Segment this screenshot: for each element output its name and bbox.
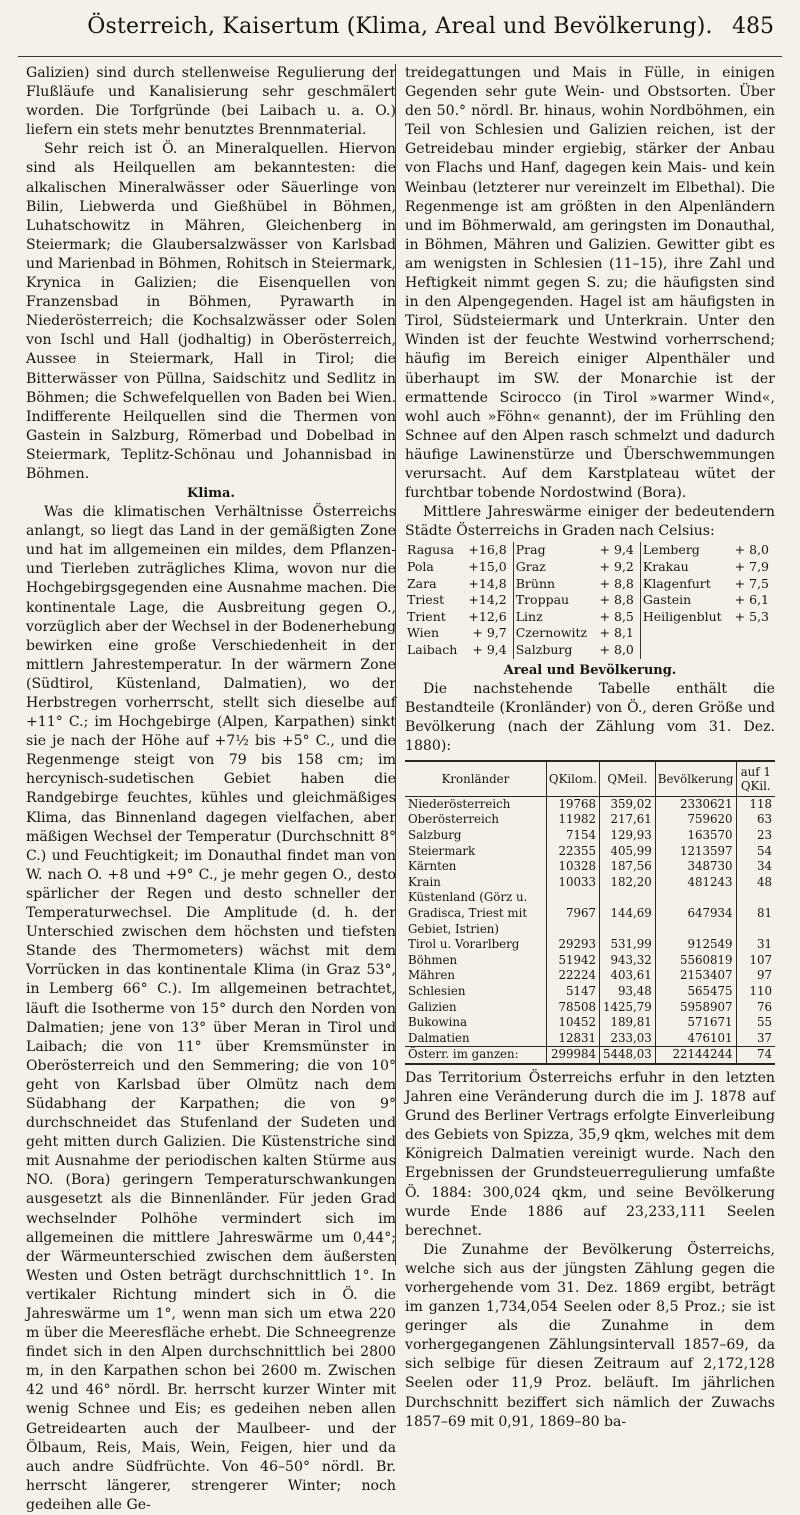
temperature-row (405, 559, 775, 576)
table-row (405, 828, 775, 844)
city-name: Linz (513, 609, 594, 626)
temperature-table (405, 542, 775, 658)
table-cell: 10033 (546, 875, 599, 891)
table-cell: 107 (736, 953, 775, 969)
table-cell: 118 (736, 796, 775, 812)
paragraph: Das Territorium Österreichs erfuhr in den letzten Jahren eine Veränderung durch die im J. 1878 auf Grund des Berliner Vertrags erfolgte Einverleibung des Gebiets von Spizza, 35,9 qkm, welches mit dem Königreich Dalmatien vereinigt wurde. Nach den Ergebnissen der Grundsteuerregulierung umfaßte Ö. 1884: 300,024 qkm, und seine Bevölkerung wurde Ende 1886 auf 23,233,111 Seelen berechnet. (405, 1069, 775, 1239)
table-cell: 93,48 (599, 984, 655, 1000)
table-cell: 571671 (655, 1015, 736, 1031)
table-cell: 7967 (546, 890, 599, 937)
table-cell: 2153407 (655, 968, 736, 984)
table-cell: 29293 (546, 937, 599, 953)
table-cell: 51942 (546, 953, 599, 969)
table-cell: 19768 (546, 796, 599, 812)
city-name: Krakau (640, 559, 729, 576)
temperature-value: + 8,0 (734, 542, 769, 558)
temperature-value: +14,2 (468, 592, 507, 608)
temperature-row (405, 592, 775, 609)
left-column (26, 64, 396, 1515)
table-cell: 23 (736, 828, 775, 844)
crownland-name: Kärnten (408, 859, 457, 874)
table-cell: 943,32 (599, 953, 655, 969)
total-cell: Österr. im ganzen: (405, 1047, 546, 1064)
page-header (0, 14, 800, 48)
table-cell: 1425,79 (599, 1000, 655, 1016)
table-row (405, 1000, 775, 1016)
city-name: Salzburg (513, 642, 594, 659)
temperature-value: + 5,3 (734, 608, 769, 624)
table-cell: 163570 (655, 828, 736, 844)
header-rule (18, 56, 782, 57)
paragraph: treidegattungen und Mais in Fülle, in einigen Gegenden sehr gute Wein- und Obstsorten. Über den 50.° nördl. Br. hinaus, wohin Nordböhmen, ein Teil von Schlesien und Galizien reichen, ist der Getreidebau minder ergiebig, stärker der Anbau von Flachs und Hanf, dagegen kein Mais- und kein Weinbau (letzterer nur vereinzelt im Elbethal). Die Regenmenge ist am größten in den Alpenländern und im Böhmerwald, am geringsten im Donauthal, in Böhmen, Mähren und Galizien. Gewitter gibt es am wenigsten in Schlesien (11–15), ihre Zahl und Heftigkeit nimmt gegen S. zu; die häufigsten sind in den Alpengegenden. Hagel ist am häufigsten in Tirol, Südsteiermark und Unterkrain. Unter den Winden ist der feuchte Westwind vorherrschend; häufig im Bereich einiger Alpenthäler und überhaupt im SW. der Monarchie ist der ermattende Scirocco (in Tirol »warmer Wind«, wohl auch »Föhn« genannt), der im Frühling den Schnee auf den Alpen rasch schmelzt und dadurch häufige Lawinenstürze und Überschwemmungen verursacht. Auf dem Karstplateau wütet der furchtbar tobende Nordostwind (Bora). (405, 65, 775, 502)
table-cell: 11982 (546, 812, 599, 828)
table-cell: 5958907 (655, 1000, 736, 1016)
section-heading-klima: Klima. (187, 486, 235, 502)
table-cell: 405,99 (599, 844, 655, 860)
crownland-name: Bukowina (408, 1015, 468, 1030)
total-cell: 22144244 (655, 1047, 736, 1064)
section-heading-areal: Areal und Bevölkerung. (503, 662, 677, 678)
temperature-value: + 9,7 (472, 625, 507, 641)
table-cell: 531,99 (599, 937, 655, 953)
temperature-row (405, 642, 775, 659)
table-row (405, 1015, 775, 1031)
table-row (405, 984, 775, 1000)
city-name: Brünn (513, 576, 594, 593)
crownland-name: Schlesien (408, 984, 466, 998)
table-cell: 5147 (546, 984, 599, 1000)
table-cell: 217,61 (599, 812, 655, 828)
city-name: Graz (513, 559, 594, 576)
table-cell: 78508 (546, 1000, 599, 1016)
table-cell: 31 (736, 937, 775, 953)
crownland-name: Steiermark (408, 843, 476, 858)
right-column (405, 64, 775, 1432)
table-row (405, 796, 775, 812)
temperature-value: +14,8 (468, 575, 507, 591)
table-cell: 48 (736, 875, 775, 891)
table-cell: 55 (736, 1015, 775, 1031)
temperature-value: + 8,8 (599, 592, 634, 608)
city-name: Trient (407, 608, 446, 624)
table-cell: 110 (736, 984, 775, 1000)
table-row (405, 937, 775, 953)
table-cell: 22355 (546, 844, 599, 860)
table-cell: 182,20 (599, 875, 655, 891)
city-name: Gastein (640, 592, 729, 609)
table-row (405, 968, 775, 984)
crownland-name: Niederösterreich (408, 796, 511, 811)
city-name: Heiligenblut (640, 609, 729, 626)
temperature-row (405, 576, 775, 593)
table-cell: 912549 (655, 937, 736, 953)
table-cell: 189,81 (599, 1015, 655, 1031)
crownland-name: Galizien (408, 999, 457, 1014)
column-header: Kronländer (405, 761, 546, 797)
table-cell: 647934 (655, 890, 736, 937)
table-cell: 97 (736, 968, 775, 984)
table-cell: 565475 (655, 984, 736, 1000)
temperature-row (405, 542, 775, 559)
paragraph: Galizien) sind durch stellenweise Regulierung der Flußläufe und Kanalisierung sehr geschmälert worden. Die Torfgründe (bei Laibach u. a. O.) liefern ein stets mehr benutztes Brennmaterial. (26, 65, 396, 139)
temperature-value (730, 642, 775, 659)
city-name: Troppau (513, 592, 594, 609)
total-cell: 74 (736, 1047, 775, 1064)
temperature-value: +16,8 (468, 542, 507, 558)
temperature-row (405, 625, 775, 642)
city-name (640, 625, 729, 642)
table-cell: 54 (736, 844, 775, 860)
column-header: auf 1 QKil. (736, 761, 775, 797)
crownland-name: Salzburg (408, 828, 462, 843)
temperature-value: +12,6 (468, 608, 507, 624)
table-cell: 359,02 (599, 796, 655, 812)
table-cell: 37 (736, 1031, 775, 1047)
city-name: Klagenfurt (640, 576, 729, 593)
paragraph: Die Zunahme der Bevölkerung Österreichs, welche sich aus der jüngsten Zählung gegen die vorhergehende vom 31. Dez. 1869 ergibt, beträgt im ganzen 1,734,054 Seelen oder 8,5 Proz.; sie ist geringer als die Zunahme in dem vorhergegangenen Zählungsintervall 1857–69, da sich selbige für diesen Zeitraum auf 2,172,128 Seelen oder 11,9 Proz. beläuft. Im jährlichen Durchschnitt beziffert sich nämlich der Zuwachs 1857–69 mit 0,91, 1869–80 ba- (405, 1241, 775, 1430)
city-name: Lemberg (640, 542, 729, 559)
page-number: 485 (732, 14, 774, 39)
total-cell: 5448,03 (599, 1047, 655, 1064)
temperature-value: + 7,5 (734, 575, 769, 591)
paragraph: Sehr reich ist Ö. an Mineralquellen. Hiervon sind als Heilquellen am bekanntesten: die alkalischen Mineralwässer oder Säuerlinge von Bilin, Liebwerda und Gießhübel in Böhmen, Luhatschowitz in Mähren, Gleichenberg in Steiermark; die Glaubersalzwässer von Karlsbad und Marienbad in Böhmen, Rohitsch in Steiermark, Krynica in Galizien; die Eisenquellen von Franzensbad in Böhmen, Pyrawarth in Niederösterreich; die Kochsalzwässer oder Solen von Ischl und Hall (jodhaltig) in Oberösterreich, Aussee in Steiermark, Hall in Tirol; die Bitterwässer von Püllna, Saidschitz und Sedlitz in Böhmen; die Schwefelquellen von Baden bei Wien. Indifferente Heilquellen sind die Thermen von Gastein in Salzburg, Römerbad und Dobelbad in Steiermark, Teplitz-Schönau und Johannisbad in Böhmen. (26, 141, 396, 482)
table-cell: 10328 (546, 859, 599, 875)
table-total-row (405, 1047, 775, 1064)
table-cell: 76 (736, 1000, 775, 1016)
column-header: Bevölkerung (655, 761, 736, 797)
city-name: Triest (407, 592, 445, 608)
temperature-value: + 6,1 (734, 592, 769, 608)
temperature-value: + 9,4 (599, 542, 634, 558)
table-cell: 759620 (655, 812, 736, 828)
column-header: QMeil. (599, 761, 655, 797)
table-row (405, 1031, 775, 1047)
temperature-value: +15,0 (468, 558, 507, 574)
table-cell: 403,61 (599, 968, 655, 984)
table-cell: 7154 (546, 828, 599, 844)
city-name (640, 642, 729, 659)
table-cell: 2330621 (655, 796, 736, 812)
table-cell: 476101 (655, 1031, 736, 1047)
city-name: Ragusa (407, 542, 455, 558)
table-row (405, 953, 775, 969)
paragraph: Die nachstehende Tabelle enthält die Bestandteile (Kronländer) von Ö., deren Größe und Bevölkerung (nach der Zählung vom 31. Dez. 1880): (405, 680, 775, 754)
paragraph: Mittlere Jahreswärme einiger der bedeutendern Städte Österreichs in Graden nach Celsius: (405, 504, 775, 540)
city-name: Prag (513, 542, 594, 559)
crownland-name: Küstenland (Görz u. Gradisca, Triest mit Gebiet, Istrien) (408, 890, 528, 936)
crownland-name: Oberösterreich (408, 812, 499, 827)
table-cell: 5560819 (655, 953, 736, 969)
temperature-value (730, 625, 775, 642)
crownland-name: Dalmatien (408, 1030, 470, 1045)
city-name: Laibach (407, 641, 458, 657)
city-name: Zara (407, 575, 437, 591)
city-name: Pola (407, 558, 434, 574)
column-header: QKilom. (546, 761, 599, 797)
temperature-value: + 8,8 (599, 575, 634, 591)
crownland-name: Mähren (408, 968, 455, 983)
table-row (405, 859, 775, 875)
table-cell: 34 (736, 859, 775, 875)
paragraph: Was die klimatischen Verhältnisse Österreichs anlangt, so liegt das Land in der gemäßigten Zone und hat im allgemeinen ein mildes, dem Pflanzen- und Tierleben zuträgliches Klima, wovon nur die Hochgebirgsgegenden eine Ausnahme machen. Die kontinentale Lage, die Ausbreitung gegen O., vorzüglich aber der Wechsel in der Bodenerhebung bewirken eine große Verschiedenheit in der mittlern Jahrestemperatur. In der wärmern Zone (Südtirol, Küstenland, Dalmatien), wo der Herbstregen vorherrscht, stellt sich dieselbe auf +11° C.; im Hochgebirge (Alpen, Karpathen) sinkt sie je nach der Höhe auf +7½ bis +5° C., und die Regenmenge steigt von 79 bis 158 cm; im hercynisch-sudetischen Gebiet haben die Randgebirge feuchtes, kühles und gleichmäßiges Klima, das Binnenland dagegen vielfachen, aber mäßigen Wechsel der Temperatur (Durchschnitt 8° C.) und Feuchtigkeit; im Donauthal findet man von W. nach O. +8 und +9° C., je mehr gegen O., desto spärlicher der Regen und desto schneller der Temperaturwechsel. Die Amplitude (d. h. der Unterschied zwischen dem höchsten und tiefsten Stande des Thermometers) wächst mit dem Vorrücken in das kontinentale Klima (in Graz 53°, in Lemberg 66° C.). Im allgemeinen betrachtet, läuft die Isotherme von 15° durch den Norden von Dalmatien; jene von 13° über Meran in Tirol und Laibach; die von 11° über Kremsmünster in Oberösterreich und den Semmering; die von 10° geht von Karlsbad über Olmütz nach dem Südabhang der Karpathen; die von 9° durchschneidet das Stufenland der Sudeten und geht mitten durch Galizien. Die Küstenstriche sind mit Ausnahme der periodischen kalten Stürme aus NO. (Bora) geringern Temperaturschwankungen ausgesetzt als die Binnenländer. Für jeden Grad wechselnder Polhöhe vermindert sich im allgemeinen die mittlere Jahreswärme um 0,44°; der Wärmeunterschied zwischen dem äußersten Westen und Osten beträgt durchschnittlich 1°. In vertikaler Richtung mindert sich in Ö. die Jahreswärme um 1°, wenn man sich um etwa 220 m über die Meeresfläche erhebt. Die Schneegrenze findet sich in den Alpen durchschnittlich bei 2800 m, in den Karpathen schon bei 2600 m. Zwischen 42 und 46° nördl. Br. herrscht kurzer Winter mit wenig Schnee und Eis; es gedeihen neben allen Getreidearten auch der Maulbeer- und der Ölbaum, Reis, Mais, Wein, Feigen, hier und da auch andre Südfrüchte. Von 46–50° nördl. Br. herrscht längerer, strengerer Winter; noch gedeihen alle Ge- (26, 504, 396, 1513)
table-cell: 233,03 (599, 1031, 655, 1047)
table-row (405, 875, 775, 891)
running-title: Österreich, Kaisertum (Klima, Areal und Bevölkerung). (87, 14, 713, 39)
temperature-value: + 8,5 (599, 608, 634, 624)
city-name: Wien (407, 625, 440, 641)
table-cell: 22224 (546, 968, 599, 984)
temperature-value: + 7,9 (734, 558, 769, 574)
table-row (405, 890, 775, 937)
population-table (405, 760, 775, 1065)
table-row (405, 844, 775, 860)
total-cell: 299984 (546, 1047, 599, 1064)
temperature-value: + 8,1 (599, 625, 634, 641)
crownland-name: Tirol u. Vorarlberg (408, 937, 520, 952)
table-cell: 10452 (546, 1015, 599, 1031)
temperature-row (405, 609, 775, 626)
table-cell: 481243 (655, 875, 736, 891)
table-cell: 187,56 (599, 859, 655, 875)
table-row (405, 812, 775, 828)
table-cell: 348730 (655, 859, 736, 875)
table-cell: 81 (736, 890, 775, 937)
table-cell: 144,69 (599, 890, 655, 937)
temperature-value: + 9,4 (472, 641, 507, 657)
table-cell: 129,93 (599, 828, 655, 844)
temperature-value: + 8,0 (599, 641, 634, 657)
crownland-name: Krain (408, 874, 441, 889)
table-cell: 12831 (546, 1031, 599, 1047)
temperature-value: + 9,2 (599, 558, 634, 574)
city-name: Czernowitz (513, 625, 594, 642)
table-cell: 63 (736, 812, 775, 828)
table-cell: 1213597 (655, 844, 736, 860)
crownland-name: Böhmen (408, 952, 458, 967)
